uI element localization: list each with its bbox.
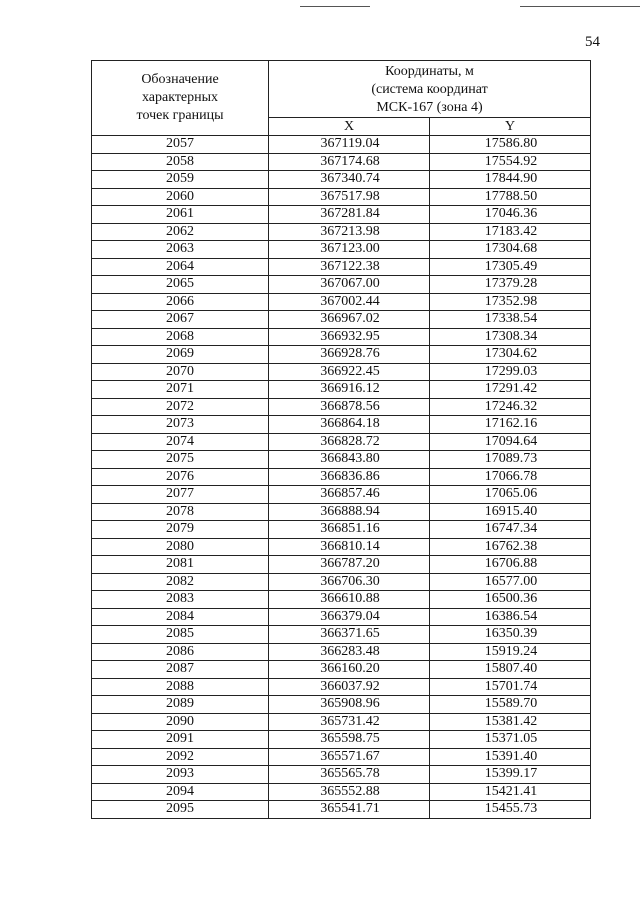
table-row <box>92 556 591 574</box>
point-id-cell: 2077 <box>92 486 269 504</box>
x-coordinate-cell: 365565.78 <box>269 766 430 784</box>
point-id-cell: 2074 <box>92 433 269 451</box>
x-coordinate-cell: 367002.44 <box>269 293 430 311</box>
table-row <box>92 731 591 749</box>
point-id-cell: 2061 <box>92 206 269 224</box>
y-coordinate-cell: 17338.54 <box>430 311 591 329</box>
y-coordinate-cell: 17308.34 <box>430 328 591 346</box>
y-coordinate-cell: 17065.06 <box>430 486 591 504</box>
point-id-cell: 2080 <box>92 538 269 556</box>
y-coordinate-cell: 17046.36 <box>430 206 591 224</box>
point-id-cell: 2070 <box>92 363 269 381</box>
point-id-cell: 2064 <box>92 258 269 276</box>
x-coordinate-cell: 367517.98 <box>269 188 430 206</box>
y-coordinate-cell: 15391.40 <box>430 748 591 766</box>
point-id-cell: 2090 <box>92 713 269 731</box>
point-id-cell: 2058 <box>92 153 269 171</box>
x-coordinate-cell: 366828.72 <box>269 433 430 451</box>
y-coordinate-cell: 16706.88 <box>430 556 591 574</box>
y-coordinate-cell: 17304.62 <box>430 346 591 364</box>
table-row <box>92 188 591 206</box>
table-row <box>92 521 591 539</box>
table-row <box>92 293 591 311</box>
x-coordinate-cell: 366787.20 <box>269 556 430 574</box>
x-coordinate-cell: 365731.42 <box>269 713 430 731</box>
header-label-line: характерных <box>141 90 219 105</box>
y-coordinate-cell: 16350.39 <box>430 626 591 644</box>
x-coordinate-cell: 366836.86 <box>269 468 430 486</box>
top-rule-1 <box>300 6 370 7</box>
y-coordinate-cell: 15919.24 <box>430 643 591 661</box>
y-coordinate-cell: 17305.49 <box>430 258 591 276</box>
point-id-cell: 2062 <box>92 223 269 241</box>
point-id-cell: 2066 <box>92 293 269 311</box>
y-coordinate-cell: 17246.32 <box>430 398 591 416</box>
point-id-cell: 2092 <box>92 748 269 766</box>
y-coordinate-cell: 15421.41 <box>430 783 591 801</box>
x-coordinate-cell: 366922.45 <box>269 363 430 381</box>
x-coordinate-cell: 366843.80 <box>269 451 430 469</box>
table-row <box>92 276 591 294</box>
point-id-cell: 2086 <box>92 643 269 661</box>
table-row <box>92 573 591 591</box>
table-row <box>92 171 591 189</box>
x-coordinate-cell: 366878.56 <box>269 398 430 416</box>
table-row <box>92 363 591 381</box>
table-row <box>92 398 591 416</box>
x-coordinate-cell: 366967.02 <box>269 311 430 329</box>
point-id-cell: 2091 <box>92 731 269 749</box>
x-coordinate-cell: 366379.04 <box>269 608 430 626</box>
x-coordinate-cell: 367174.68 <box>269 153 430 171</box>
header-coord-line: (система координат <box>371 82 488 97</box>
y-coordinate-cell: 15381.42 <box>430 713 591 731</box>
point-id-cell: 2081 <box>92 556 269 574</box>
x-coordinate-cell: 365541.71 <box>269 801 430 819</box>
y-coordinate-cell: 15455.73 <box>430 801 591 819</box>
table-row <box>92 643 591 661</box>
x-coordinate-cell: 366857.46 <box>269 486 430 504</box>
table-row <box>92 626 591 644</box>
table-row <box>92 801 591 819</box>
table-row <box>92 678 591 696</box>
y-coordinate-cell: 17304.68 <box>430 241 591 259</box>
x-coordinate-cell: 367119.04 <box>269 136 430 154</box>
y-coordinate-cell: 17788.50 <box>430 188 591 206</box>
y-coordinate-cell: 15589.70 <box>430 696 591 714</box>
table-row <box>92 451 591 469</box>
x-coordinate-cell: 366610.88 <box>269 591 430 609</box>
table-row <box>92 223 591 241</box>
header-label-line: Обозначение <box>141 72 219 87</box>
y-coordinate-cell: 17554.92 <box>430 153 591 171</box>
table-row <box>92 311 591 329</box>
y-coordinate-cell: 17379.28 <box>430 276 591 294</box>
y-coordinate-cell: 16500.36 <box>430 591 591 609</box>
y-coordinate-cell: 16915.40 <box>430 503 591 521</box>
point-id-cell: 2089 <box>92 696 269 714</box>
x-coordinate-cell: 366160.20 <box>269 661 430 679</box>
table-row <box>92 346 591 364</box>
point-id-cell: 2075 <box>92 451 269 469</box>
point-id-cell: 2079 <box>92 521 269 539</box>
point-id-cell: 2073 <box>92 416 269 434</box>
x-coordinate-cell: 365598.75 <box>269 731 430 749</box>
point-id-cell: 2076 <box>92 468 269 486</box>
table-row <box>92 328 591 346</box>
y-coordinate-cell: 17094.64 <box>430 433 591 451</box>
point-id-cell: 2083 <box>92 591 269 609</box>
x-coordinate-cell: 366037.92 <box>269 678 430 696</box>
x-coordinate-cell: 367340.74 <box>269 171 430 189</box>
header-coord-line: Координаты, м <box>385 64 474 79</box>
x-coordinate-cell: 365571.67 <box>269 748 430 766</box>
x-coordinate-cell: 367067.00 <box>269 276 430 294</box>
point-id-cell: 2094 <box>92 783 269 801</box>
header-coordinates <box>269 61 591 118</box>
x-coordinate-cell: 365908.96 <box>269 696 430 714</box>
y-coordinate-cell: 17844.90 <box>430 171 591 189</box>
x-coordinate-cell: 366283.48 <box>269 643 430 661</box>
table-row <box>92 433 591 451</box>
table-body <box>92 136 591 819</box>
y-coordinate-cell: 17299.03 <box>430 363 591 381</box>
y-coordinate-cell: 17291.42 <box>430 381 591 399</box>
table-row <box>92 661 591 679</box>
header-coord-line: МСК-167 (зона 4) <box>376 100 483 115</box>
table-row <box>92 696 591 714</box>
y-coordinate-cell: 15701.74 <box>430 678 591 696</box>
table-row <box>92 608 591 626</box>
header-label-line: точек границы <box>136 108 224 123</box>
x-coordinate-cell: 367213.98 <box>269 223 430 241</box>
point-id-cell: 2067 <box>92 311 269 329</box>
x-coordinate-cell: 366888.94 <box>269 503 430 521</box>
point-id-cell: 2078 <box>92 503 269 521</box>
y-coordinate-cell: 17089.73 <box>430 451 591 469</box>
table-row <box>92 713 591 731</box>
point-id-cell: 2060 <box>92 188 269 206</box>
y-coordinate-cell: 16386.54 <box>430 608 591 626</box>
point-id-cell: 2063 <box>92 241 269 259</box>
y-coordinate-cell: 16577.00 <box>430 573 591 591</box>
point-id-cell: 2088 <box>92 678 269 696</box>
x-coordinate-cell: 367122.38 <box>269 258 430 276</box>
x-coordinate-cell: 366371.65 <box>269 626 430 644</box>
y-coordinate-cell: 17352.98 <box>430 293 591 311</box>
point-id-cell: 2071 <box>92 381 269 399</box>
table-row <box>92 381 591 399</box>
point-id-cell: 2084 <box>92 608 269 626</box>
table-header-row <box>92 61 591 118</box>
x-coordinate-cell: 366932.95 <box>269 328 430 346</box>
coordinates-table <box>91 60 591 819</box>
table-row <box>92 538 591 556</box>
table-row <box>92 153 591 171</box>
table-row <box>92 258 591 276</box>
table-row <box>92 416 591 434</box>
header-y: Y <box>430 118 591 136</box>
x-coordinate-cell: 367281.84 <box>269 206 430 224</box>
y-coordinate-cell: 17586.80 <box>430 136 591 154</box>
table-row <box>92 766 591 784</box>
x-coordinate-cell: 366706.30 <box>269 573 430 591</box>
top-rule-2 <box>520 6 640 7</box>
x-coordinate-cell: 366928.76 <box>269 346 430 364</box>
table-row <box>92 486 591 504</box>
point-id-cell: 2059 <box>92 171 269 189</box>
table-row <box>92 241 591 259</box>
x-coordinate-cell: 365552.88 <box>269 783 430 801</box>
table-row <box>92 783 591 801</box>
point-id-cell: 2068 <box>92 328 269 346</box>
point-id-cell: 2085 <box>92 626 269 644</box>
y-coordinate-cell: 17183.42 <box>430 223 591 241</box>
y-coordinate-cell: 17162.16 <box>430 416 591 434</box>
y-coordinate-cell: 15807.40 <box>430 661 591 679</box>
header-point-label <box>92 61 269 136</box>
x-coordinate-cell: 367123.00 <box>269 241 430 259</box>
table-row <box>92 591 591 609</box>
table-row <box>92 748 591 766</box>
y-coordinate-cell: 15371.05 <box>430 731 591 749</box>
point-id-cell: 2087 <box>92 661 269 679</box>
header-x: X <box>269 118 430 136</box>
point-id-cell: 2069 <box>92 346 269 364</box>
point-id-cell: 2057 <box>92 136 269 154</box>
point-id-cell: 2072 <box>92 398 269 416</box>
point-id-cell: 2093 <box>92 766 269 784</box>
table-row <box>92 136 591 154</box>
y-coordinate-cell: 16747.34 <box>430 521 591 539</box>
y-coordinate-cell: 15399.17 <box>430 766 591 784</box>
table-row <box>92 206 591 224</box>
y-coordinate-cell: 16762.38 <box>430 538 591 556</box>
point-id-cell: 2095 <box>92 801 269 819</box>
x-coordinate-cell: 366851.16 <box>269 521 430 539</box>
point-id-cell: 2065 <box>92 276 269 294</box>
x-coordinate-cell: 366864.18 <box>269 416 430 434</box>
page-number: 54 <box>585 34 600 50</box>
x-coordinate-cell: 366810.14 <box>269 538 430 556</box>
table-row <box>92 503 591 521</box>
point-id-cell: 2082 <box>92 573 269 591</box>
y-coordinate-cell: 17066.78 <box>430 468 591 486</box>
table-row <box>92 468 591 486</box>
x-coordinate-cell: 366916.12 <box>269 381 430 399</box>
